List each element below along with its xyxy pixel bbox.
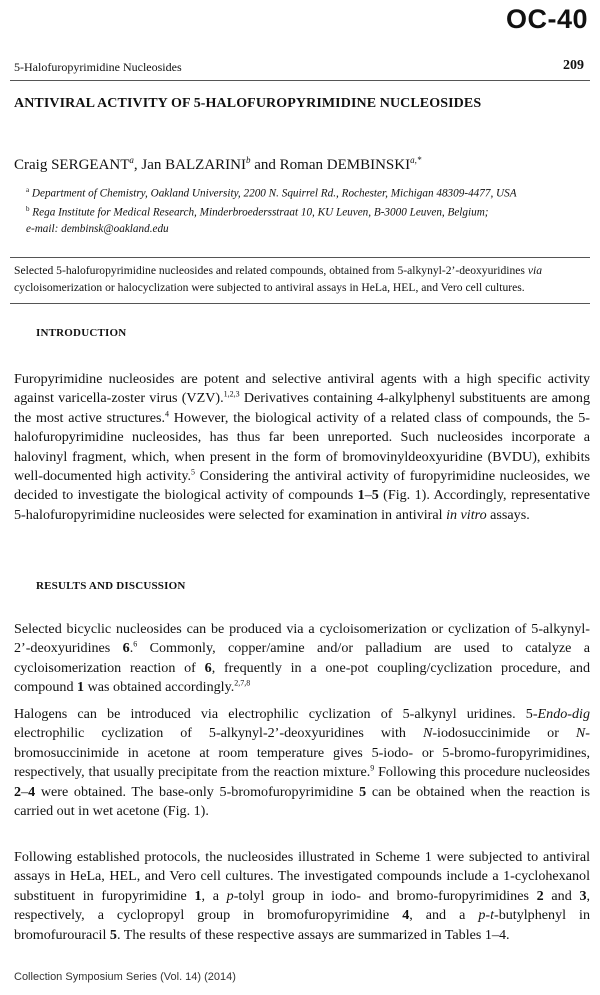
header-rule <box>10 80 590 81</box>
author-list <box>14 155 421 174</box>
affiliation-b <box>26 205 489 219</box>
page-number: 209 <box>563 58 584 73</box>
abstract-bottom-rule <box>10 303 590 304</box>
compound-number: 2 <box>14 783 22 800</box>
text: Halogens can be introduced via electrophilic cyclization of 5-alkynyl uridines. 5- <box>14 706 538 722</box>
text: . <box>129 640 134 657</box>
author-affiliation-mark: a <box>129 155 134 165</box>
compound-number: 6 <box>204 659 212 676</box>
text: -butylphenyl in bromofurouracil <box>14 907 590 943</box>
italic-text: p <box>226 887 234 904</box>
text: Furopyrimidine nucleosides are potent and selective antiviral agents with a high specific activity against varicella-zoster virus (VZV). <box>14 371 590 407</box>
abstract-text: cycloisomerization or halocyclization were subjected to antiviral assays in HeLa, HEL, and Vero cell cultures. <box>14 281 525 294</box>
abstract-italic: via <box>527 264 543 277</box>
results-paragraph <box>14 848 590 945</box>
introduction-paragraph <box>14 370 590 525</box>
author-affiliation-mark: a,* <box>410 155 422 165</box>
citation: 5 <box>191 467 195 477</box>
citation: 9 <box>370 763 375 773</box>
text: -bromosuccinimide in acetone at room temperature gives 5-iodo- or 5-bromo-furopyrimidines, respectively, that usually precipitate from the reaction mixture. <box>14 725 590 781</box>
abstract <box>14 262 586 296</box>
compound-number: 6 <box>122 640 130 657</box>
author-affiliation-mark: b <box>246 155 251 165</box>
contact-email: e-mail: dembinsk@oakland.edu <box>26 223 169 235</box>
text: (Fig. 1). Accordingly, representative 5-halofuropyrimidine nucleosides were selected for examination in antiviral <box>14 487 590 523</box>
author-name: Craig SERGEANT <box>14 157 130 173</box>
compound-number: 1 <box>194 887 202 904</box>
italic-text: in vitro <box>446 506 487 523</box>
text: -tolyl group in iodo- and bromo-furopyrimidines <box>233 887 537 904</box>
paper-title: ANTIVIRAL ACTIVITY OF 5-HALOFUROPYRIMIDINE NUCLEOSIDES <box>14 96 482 111</box>
text: can be obtained when the reaction is carried out in wet acetone (Fig. 1). <box>14 783 590 820</box>
text: Following established protocols, the nucleosides illustrated in Scheme 1 were subjected to antiviral assays in HeLa, HEL, and Vero cell cultures. The investigated compounds include a 1-cyclohexanol substituent in furopyrimidine <box>14 849 590 904</box>
text: – <box>364 487 372 504</box>
document-code: OC-40 <box>505 4 588 34</box>
text: . The results of these respective assays are summarized in Tables 1–4. <box>116 926 510 943</box>
section-heading-results: RESULTS AND DISCUSSION <box>36 580 186 592</box>
italic-text: N <box>575 725 586 742</box>
affiliation-mark: b <box>26 205 30 213</box>
text: Considering the antiviral activity of furopyrimidine nucleosides, we decided to investigate the biological activity of compounds <box>14 468 590 504</box>
text: , a <box>201 887 227 904</box>
section-heading-introduction: INTRODUCTION <box>36 327 127 339</box>
citation: 4 <box>165 409 169 419</box>
text: -iodosuccinimide or <box>432 725 576 742</box>
compound-number: 4 <box>402 907 410 924</box>
author-name: Jan BALZARINI <box>141 157 246 173</box>
text: electrophilic cyclization of 5-alkynyl-2’-deoxyuridines with <box>14 725 423 742</box>
text: Commonly, copper/amine and/or palladium are used to catalyze a cycloisomerization reaction of <box>14 640 590 676</box>
compound-number: 5 <box>371 487 379 504</box>
compound-number: 1 <box>77 679 85 696</box>
text: were obtained. The base-only 5-bromofuropyrimidine <box>35 783 360 800</box>
compound-number: 1 <box>357 487 365 504</box>
affiliation-a <box>26 186 517 200</box>
italic-text: N <box>422 725 433 742</box>
text: , and a <box>409 907 479 924</box>
text: and <box>543 887 580 904</box>
text: , respectively, a cyclopropyl group in bromofuropyrimidine <box>14 887 591 924</box>
author-name: Roman DEMBINSKI <box>279 157 411 173</box>
text: , frequently in a one-pot coupling/cyclization procedure, and compound <box>14 659 590 696</box>
compound-number: 5 <box>109 926 117 943</box>
author-separator: and <box>250 157 280 173</box>
citation: 2,7,8 <box>234 678 251 688</box>
results-paragraph <box>14 620 590 698</box>
footer-series: Collection Symposium Series (Vol. 14) (2014) <box>14 971 236 983</box>
abstract-text: Selected 5-halofuropyrimidine nucleosides and related compounds, obtained from 5-alkynyl-2’-deoxyuridines <box>14 264 528 277</box>
author-separator: , <box>133 157 142 173</box>
running-title: 5-Halofuropyrimidine Nucleosides <box>14 60 182 74</box>
italic-text: p <box>478 907 486 924</box>
affiliation-mark: a <box>26 186 30 194</box>
text: – <box>21 783 29 800</box>
citation: 6 <box>133 639 138 649</box>
compound-number: 2 <box>536 887 544 904</box>
compound-number: 5 <box>359 783 367 800</box>
compound-number: 4 <box>28 783 36 800</box>
results-paragraph <box>14 705 590 821</box>
text: Derivatives containing 4-alkylphenyl substituents are among the most active structures. <box>14 390 590 426</box>
italic-text: t <box>490 907 495 924</box>
text: However, the biological activity of a related class of compounds, the 5-halofuropyrimidine nucleosides, has thus far been unreported. Such nucleosides incorporate a halovinyl fragment, which, when present in the form of bromovinyldeoxyuridine (BVDU), exhibits well-documented high activity. <box>14 409 590 485</box>
italic-text: Endo-dig <box>537 706 590 722</box>
text: Following this procedure nucleosides <box>374 764 590 781</box>
compound-number: 3 <box>579 887 587 904</box>
abstract-top-rule <box>10 257 590 258</box>
affiliation-text: Rega Institute for Medical Research, Minderbroedersstraat 10, KU Leuven, B-3000 Leuven, Belgium; <box>32 206 489 219</box>
text: - <box>485 907 491 924</box>
text: was obtained accordingly. <box>84 679 235 696</box>
text: assays. <box>486 506 530 523</box>
affiliation-text: Department of Chemistry, Oakland University, 2200 N. Squirrel Rd., Rochester, Michigan 48309-4477, USA <box>31 187 517 200</box>
citation: 1,2,3 <box>223 389 240 399</box>
text: Selected bicyclic nucleosides can be produced via a cycloisomerization or cyclization of 5-alkynyl-2’-deoxyuridines <box>14 621 590 657</box>
